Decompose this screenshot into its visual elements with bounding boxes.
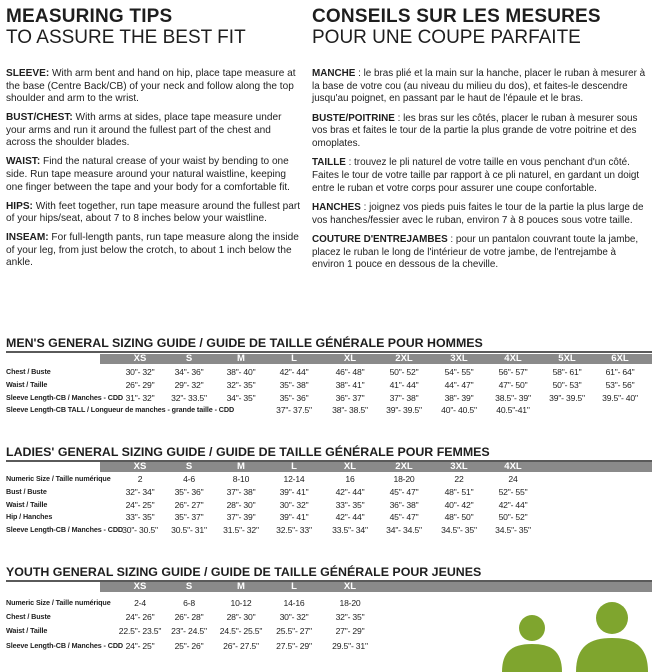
table-cell: 38"- 41" xyxy=(335,379,365,390)
tip-text: : trouvez le pli naturel de votre taille en vous penchant d'un côté. Faites le tour de votre taille par rapport à ce pli naturel, en gardant un doigt entre le ruban et votre corps pour assurer une coupe confortable. xyxy=(312,157,640,194)
table-cell: 50"- 53" xyxy=(552,379,582,390)
tip-term: BUST/CHEST: xyxy=(6,112,73,124)
size-header-l: L xyxy=(291,353,297,364)
tip-en-1 xyxy=(6,112,302,150)
table-cell: 25"- 26" xyxy=(174,640,204,651)
table-cell: 35"- 37" xyxy=(174,512,204,523)
table-cell: 32"- 33.5" xyxy=(171,392,207,403)
tips-title-en: MEASURING TIPS xyxy=(6,6,173,27)
table-cell: 23"- 24.5" xyxy=(171,626,207,637)
table-cell: 39"- 39.5" xyxy=(386,405,422,416)
tip-term: COUTURE D'ENTREJAMBES xyxy=(312,234,448,246)
table-cell: 28"- 30" xyxy=(226,499,256,510)
table-cell: 4-6 xyxy=(183,474,195,484)
table-cell: 26"- 27" xyxy=(174,499,204,510)
table-cell: 34"- 34.5" xyxy=(386,525,422,536)
table-row xyxy=(6,366,652,378)
row-label: Chest / Buste xyxy=(6,612,51,622)
table-cell: 61"- 64" xyxy=(605,367,635,377)
table-cell: 48"- 51" xyxy=(444,486,474,497)
table-cell: 12-14 xyxy=(283,474,305,484)
tip-text: : pour un pantalon couvrant toute la jambe, placez le ruban le long de l'intérieur de votre jambe, de l'entrejambe à environ 1 pouce en dessous de la cheville. xyxy=(312,234,639,271)
table-cell: 24.5"- 25.5" xyxy=(219,626,263,637)
table-cell: 34.5"- 35" xyxy=(495,525,531,536)
table-cell: 32"- 35" xyxy=(226,379,256,390)
size-header-s: S xyxy=(185,353,193,364)
measuring-tips-english xyxy=(6,6,302,276)
size-header-3xl: 3XL xyxy=(450,353,468,364)
tip-text: : joignez vos pieds puis faites le tour de la partie la plus large de vos hanches/fessier avec le ruban, environ 7 à 8 pouces sous votre taille. xyxy=(312,202,644,226)
ladies-guide-title: LADIES' GENERAL SIZING GUIDE / GUIDE DE TAILLE GÉNÉRALE POUR FEMMES xyxy=(6,445,490,459)
table-cell: 35"- 38" xyxy=(279,379,309,390)
row-label: Bust / Buste xyxy=(6,486,47,496)
table-cell: 26"- 29" xyxy=(125,379,155,390)
table-cell: 45"- 47" xyxy=(389,512,419,523)
table-cell: 24"- 26" xyxy=(125,612,155,623)
table-cell: 26"- 28" xyxy=(174,612,204,623)
size-header-5xl: 5XL xyxy=(558,353,576,364)
table-cell: 30"- 32" xyxy=(125,367,155,377)
table-cell: 32.5"- 33" xyxy=(276,525,312,536)
tip-term: INSEAM: xyxy=(6,232,49,244)
tip-fr-0 xyxy=(312,68,646,106)
table-cell: 34"- 36" xyxy=(174,367,204,377)
row-label: Sleeve Length-CB / Manches - CDD xyxy=(6,392,124,402)
size-header-xs: XS xyxy=(133,461,147,472)
table-cell: 37"- 38" xyxy=(389,392,419,403)
table-cell: 42"- 44" xyxy=(279,367,309,377)
table-cell: 45"- 47" xyxy=(389,486,419,497)
table-cell: 32"- 35" xyxy=(335,612,365,623)
row-label: Chest / Buste xyxy=(6,367,51,376)
table-cell: 29"- 32" xyxy=(174,379,204,390)
tip-text: For full-length pants, run tape measure along the inside of your leg, from just below the crotch, to about 1 inch below the ankle. xyxy=(6,232,299,269)
table-row xyxy=(6,486,652,498)
tips-list-en xyxy=(6,68,302,270)
table-cell: 42"- 44" xyxy=(335,512,365,523)
youth-guide-title: YOUTH GENERAL SIZING GUIDE / GUIDE DE TAILLE GÉNÉRALE POUR JEUNES xyxy=(6,565,482,579)
size-header-m: M xyxy=(237,581,245,592)
table-cell: 34"- 35" xyxy=(226,392,256,403)
table-row xyxy=(6,473,652,485)
table-cell: 37"- 37.5" xyxy=(276,405,312,416)
tips-list-fr xyxy=(312,68,646,272)
tip-term: SLEEVE: xyxy=(6,68,50,79)
table-cell: 25.5"- 27" xyxy=(276,626,312,637)
tip-term: WAIST: xyxy=(6,156,41,168)
tip-term: BUSTE/POITRINE xyxy=(312,112,395,124)
size-header-s: S xyxy=(185,461,193,472)
tip-text: : les bras sur les côtés, placer le ruban à mesurer sous vos bras et faites le tour de la partie la plus grande de votre poitrine et des omoplates. xyxy=(312,112,638,149)
tip-fr-1 xyxy=(312,113,646,151)
table-cell: 42"- 44" xyxy=(498,499,528,510)
size-header-m: M xyxy=(237,461,245,472)
tip-term: MANCHE xyxy=(312,68,356,79)
table-cell: 2-4 xyxy=(134,598,146,608)
people-silhouette-icon xyxy=(480,588,652,672)
size-header-6xl: 6XL xyxy=(611,353,629,364)
row-label: Sleeve Length-CB TALL / Longueur de manches - grande taille - CDD xyxy=(6,405,235,415)
tip-text: With arm bent and hand on hip, place tape measure at the base (Centre Back/CB) of your neck and follow along the top shoulder and arm to the wrist. xyxy=(6,68,296,105)
table-cell: 50"- 52" xyxy=(498,512,528,523)
table-cell: 41"- 44" xyxy=(389,379,419,390)
size-header-3xl: 3XL xyxy=(450,461,468,472)
table-cell: 46"- 48" xyxy=(335,367,365,377)
table-cell: 40"- 40.5" xyxy=(441,405,477,416)
table-cell: 36"- 37" xyxy=(335,392,365,403)
table-cell: 27.5"- 29" xyxy=(276,640,312,651)
row-label: Sleeve Length-CB / Manches - CDD xyxy=(6,525,124,535)
table-cell: 24"- 25" xyxy=(125,499,155,510)
table-cell: 50"- 52" xyxy=(389,367,419,377)
row-label: Waist / Taille xyxy=(6,379,48,389)
tip-en-2 xyxy=(6,156,302,194)
row-label: Waist / Taille xyxy=(6,626,48,636)
table-cell: 2 xyxy=(137,474,143,484)
table-cell: 34.5"- 35" xyxy=(441,525,477,536)
table-cell: 38"- 38.5" xyxy=(332,405,368,416)
table-row xyxy=(6,511,652,523)
size-header-l: L xyxy=(291,461,297,472)
table-cell: 36"- 38" xyxy=(389,499,419,510)
table-cell: 40"- 42" xyxy=(444,499,474,510)
tip-term: HIPS: xyxy=(6,200,33,212)
table-cell: 38"- 39" xyxy=(444,392,474,403)
tip-en-3 xyxy=(6,201,302,226)
table-cell: 27"- 29" xyxy=(335,626,365,637)
table-cell: 47"- 50" xyxy=(498,379,528,390)
table-cell: 26"- 27.5" xyxy=(223,640,259,651)
table-row xyxy=(6,524,652,536)
tip-fr-4 xyxy=(312,234,646,272)
table-row xyxy=(6,499,652,511)
table-cell: 39"- 39.5" xyxy=(549,392,585,403)
table-cell: 24"- 25" xyxy=(125,640,155,651)
tip-term: TAILLE xyxy=(312,157,346,169)
table-cell: 32"- 34" xyxy=(125,486,155,497)
size-header-bar xyxy=(100,354,652,364)
table-cell: 33"- 35" xyxy=(335,499,365,510)
size-header-xl: XL xyxy=(343,353,357,364)
mens-guide-title: MEN'S GENERAL SIZING GUIDE / GUIDE DE TAILLE GÉNÉRALE POUR HOMMES xyxy=(6,336,483,350)
tip-text: : le bras plié et la main sur la hanche, placer le ruban à mesurer à la base de votre cou (au niveau du milieu du dos), et faites-le descendre jusqu'au poignet, en passant par le haut de l'épaule et le bras. xyxy=(312,68,646,105)
table-cell: 8-10 xyxy=(232,474,250,484)
tips-subtitle-en: TO ASSURE THE BEST FIT xyxy=(6,27,246,48)
table-cell: 35"- 36" xyxy=(174,486,204,497)
size-header-s: S xyxy=(185,581,193,592)
tip-fr-2 xyxy=(312,157,646,195)
tip-en-0 xyxy=(6,68,302,106)
table-cell: 24 xyxy=(508,474,518,484)
table-cell: 37"- 38" xyxy=(226,486,256,497)
table-cell: 6-8 xyxy=(183,598,195,608)
table-cell: 58"- 61" xyxy=(552,367,582,377)
size-header-2xl: 2XL xyxy=(395,461,413,472)
table-row xyxy=(6,379,652,391)
table-cell: 56"- 57" xyxy=(498,367,528,377)
table-cell: 53"- 56" xyxy=(605,379,635,390)
table-cell: 39"- 41" xyxy=(279,512,309,523)
table-cell: 30"- 32" xyxy=(279,499,309,510)
table-cell: 18-20 xyxy=(393,474,415,484)
table-cell: 28"- 30" xyxy=(226,612,256,623)
tip-text: With feet together, run tape measure around the fullest part of your hips/seat, about 7 to 8 inches below your waistline. xyxy=(6,200,301,225)
table-cell: 10-12 xyxy=(230,598,252,608)
size-header-m: M xyxy=(237,353,245,364)
table-cell: 54"- 55" xyxy=(444,367,474,377)
table-row xyxy=(6,404,652,416)
table-cell: 38"- 40" xyxy=(226,367,256,377)
size-header-2xl: 2XL xyxy=(395,353,413,364)
table-cell: 52"- 55" xyxy=(498,486,528,497)
table-cell: 42"- 44" xyxy=(335,486,365,497)
table-cell: 35"- 36" xyxy=(279,392,309,403)
tips-title-fr: CONSEILS SUR LES MESURES xyxy=(312,6,601,27)
row-label: Numeric Size / Taille numérique xyxy=(6,474,111,483)
table-cell: 38.5"- 39" xyxy=(495,392,531,403)
table-cell: 22.5"- 23.5" xyxy=(118,626,162,637)
table-cell: 29.5"- 31" xyxy=(332,640,368,651)
table-cell: 30"- 30.5" xyxy=(122,525,158,536)
tip-text: Find the natural crease of your waist by bending to one side. Run tape measure around your natural waistline, keeping one finger between the tape and your body for a comfortable fit. xyxy=(6,156,290,193)
size-header-4xl: 4XL xyxy=(504,353,522,364)
table-cell: 40.5"-41" xyxy=(496,405,530,416)
table-cell: 16 xyxy=(345,474,355,484)
size-header-xs: XS xyxy=(133,581,147,592)
table-cell: 37"- 39" xyxy=(226,512,256,523)
table-cell: 39.5"- 40" xyxy=(602,392,638,403)
size-header-xl: XL xyxy=(343,461,357,472)
size-header-l: L xyxy=(291,581,297,592)
table-cell: 30.5"- 31" xyxy=(171,525,207,536)
row-label: Waist / Taille xyxy=(6,499,48,509)
size-header-bar xyxy=(100,462,652,472)
tip-term: HANCHES xyxy=(312,202,361,214)
row-label: Sleeve Length-CB / Manches - CDD xyxy=(6,640,124,650)
table-cell: 44"- 47" xyxy=(444,379,474,390)
table-cell: 30"- 32" xyxy=(279,612,309,623)
table-cell: 39"- 41" xyxy=(279,486,309,497)
table-cell: 22 xyxy=(454,474,464,484)
size-header-xs: XS xyxy=(133,353,147,364)
table-cell: 18-20 xyxy=(339,598,361,608)
table-cell: 31.5"- 32" xyxy=(223,525,259,536)
size-header-4xl: 4XL xyxy=(504,461,522,472)
table-cell: 33.5"- 34" xyxy=(332,525,368,536)
table-cell: 33"- 35" xyxy=(125,512,155,523)
measuring-tips-french xyxy=(312,6,646,279)
tips-subtitle-fr: POUR UNE COUPE PARFAITE xyxy=(312,27,581,48)
table-cell: 48"- 50" xyxy=(444,512,474,523)
tip-text: With arms at sides, place tape measure under your arms and run it around the fullest part of the chest and across the shoulder blades. xyxy=(6,112,282,149)
row-label: Hip / Hanches xyxy=(6,512,53,522)
table-cell: 14-16 xyxy=(283,598,305,608)
tip-en-4 xyxy=(6,232,302,270)
size-header-xl: XL xyxy=(343,581,357,592)
table-row xyxy=(6,392,652,404)
tip-fr-3 xyxy=(312,202,646,227)
table-cell: 31"- 32" xyxy=(125,392,155,403)
row-label: Numeric Size / Taille numérique xyxy=(6,598,111,607)
